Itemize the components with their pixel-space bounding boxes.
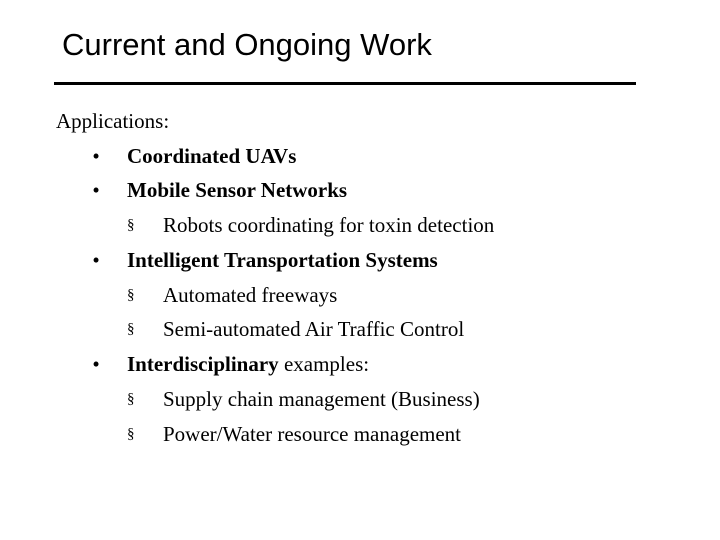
list-item-text [127, 350, 369, 378]
applications-heading: Applications: [56, 109, 170, 133]
sub-item-text: Power/Water resource management [163, 422, 462, 446]
section-sign-icon: § [127, 391, 135, 407]
section-sign-icon: § [127, 217, 135, 233]
bullet-icon: • [92, 352, 100, 376]
bullet-icon: • [92, 178, 100, 202]
section-sign-icon: § [127, 426, 135, 442]
list-item-text [127, 246, 438, 274]
list-item-bold-text: Coordinated UAVs [127, 144, 297, 168]
sub-item-text: Semi-automated Air Traffic Control [163, 317, 465, 341]
section-sign-icon: § [127, 287, 135, 303]
list-item-rest-text: examples: [278, 352, 370, 376]
title-underline [54, 82, 636, 85]
section-sign-icon: § [127, 321, 135, 337]
bullet-icon: • [92, 144, 100, 168]
bullet-icon: • [92, 248, 100, 272]
list-item-text [127, 176, 347, 204]
list-item-bold-text: Mobile Sensor Networks [127, 178, 348, 202]
sub-item-text: Supply chain management (Business) [163, 387, 480, 411]
slide-title: Current and Ongoing Work [62, 27, 432, 62]
sub-item-text: Automated freeways [163, 283, 338, 307]
sub-item-text: Robots coordinating for toxin detection [163, 213, 495, 237]
list-item-bold-text: Interdisciplinary [127, 352, 279, 376]
list-item-bold-text: Intelligent Transportation Systems [127, 248, 438, 272]
list-item-text [127, 142, 296, 170]
